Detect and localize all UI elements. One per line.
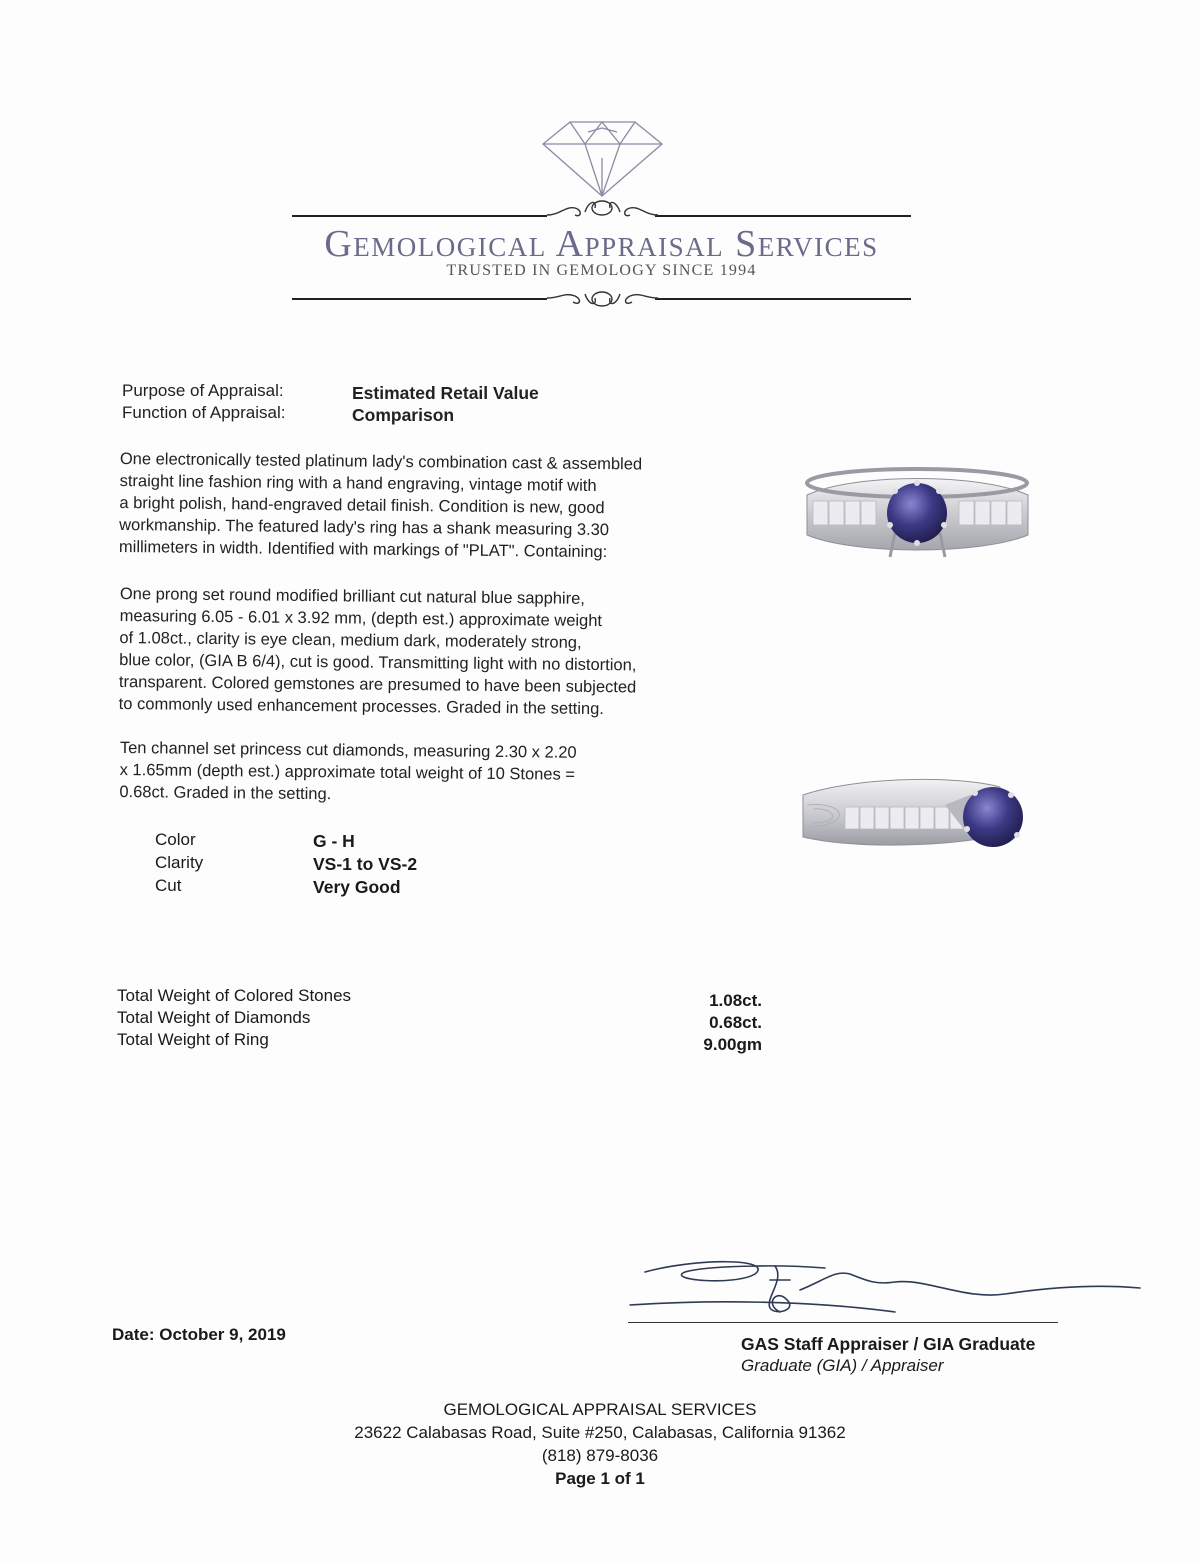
description-line: x 1.65mm (depth est.) approximate total weight of 10 Stones = [119, 760, 576, 784]
grade-label-clarity: Clarity [155, 853, 204, 872]
description-line: straight line fashion ring with a hand engraving, vintage motif with [119, 471, 597, 495]
purpose-label: Purpose of Appraisal: [122, 381, 284, 400]
description-line: measuring 6.05 - 6.01 x 3.92 mm, (depth est.) approximate weight [119, 606, 603, 631]
total-value-colored-stones: 1.08ct. [709, 991, 762, 1010]
total-label-ring: Total Weight of Ring [117, 1030, 269, 1049]
appraiser-subtitle: Graduate (GIA) / Appraiser [741, 1356, 944, 1375]
header-rule [292, 298, 547, 300]
description-line: to commonly used enhancement processes. Graded in the setting. [118, 694, 604, 719]
company-tagline: TRUSTED IN GEMOLOGY SINCE 1994 [446, 262, 757, 279]
description-line: 0.68ct. Graded in the setting. [119, 782, 332, 804]
grade-value-cut: Very Good [313, 877, 401, 897]
description-line: of 1.08ct., clarity is eye clean, medium dark, moderately strong, [119, 628, 582, 652]
appraisal-date: Date: October 9, 2019 [112, 1325, 286, 1344]
description-line: Ten channel set princess cut diamonds, measuring 2.30 x 2.20 [119, 738, 577, 762]
diamond-icon [540, 118, 665, 198]
ring-photo-front [795, 455, 1040, 610]
appraiser-signature [625, 1250, 1145, 1330]
signature-line [628, 1322, 1058, 1323]
footer [280, 1398, 920, 1490]
flourish-ornament-icon [545, 196, 660, 218]
description-line: One prong set round modified brilliant cut natural blue sapphire, [119, 584, 585, 608]
grade-label-cut: Cut [155, 876, 182, 895]
total-label-colored-stones: Total Weight of Colored Stones [117, 986, 352, 1005]
description-line: workmanship. The featured lady's ring has a shank measuring 3.30 [119, 515, 610, 540]
company-name: Gemological Appraisal Services [324, 223, 879, 265]
header-rule [655, 215, 911, 217]
sapphire-description [119, 583, 760, 722]
flourish-ornament-icon [545, 288, 660, 310]
description-line: transparent. Colored gemstones are presumed to have been subjected [118, 672, 637, 697]
function-value: Comparison [352, 405, 455, 425]
totals-values [690, 990, 762, 1056]
description-line: a bright polish, hand-engraved detail finish. Condition is new, good [119, 493, 605, 518]
description-line: blue color, (GIA B 6/4), cut is good. Transmitting light with no distortion, [119, 650, 637, 675]
grade-label-color: Color [155, 830, 196, 849]
grading-values [313, 830, 417, 899]
description-line: millimeters in width. Identified with markings of "PLAT". Containing: [118, 537, 608, 562]
total-value-ring: 9.00gm [703, 1035, 762, 1054]
footer-company: GEMOLOGICAL APPRAISAL SERVICES [443, 1400, 757, 1419]
header-rule [655, 298, 911, 300]
grading-labels [155, 828, 203, 897]
total-value-diamonds: 0.68ct. [709, 1013, 762, 1032]
footer-address: 23622 Calabasas Road, Suite #250, Calabasas, California 91362 [354, 1423, 846, 1442]
page-number: Page 1 of 1 [555, 1469, 645, 1488]
function-label: Function of Appraisal: [122, 403, 286, 422]
diamonds-description [119, 737, 680, 809]
appraiser-title: GAS Staff Appraiser / GIA Graduate [741, 1334, 1036, 1354]
header-rule [292, 215, 547, 217]
totals-labels [117, 985, 351, 1051]
footer-phone: (818) 879-8036 [541, 1446, 659, 1465]
grade-value-clarity: VS-1 to VS-2 [313, 854, 418, 874]
ring-photo-side [795, 765, 1040, 880]
description-line: One electronically tested platinum lady's combination cast & assembled [119, 449, 643, 474]
purpose-value: Estimated Retail Value [352, 383, 539, 403]
ring-description [119, 448, 760, 565]
grade-value-color: G - H [313, 831, 355, 851]
total-label-diamonds: Total Weight of Diamonds [117, 1008, 311, 1027]
